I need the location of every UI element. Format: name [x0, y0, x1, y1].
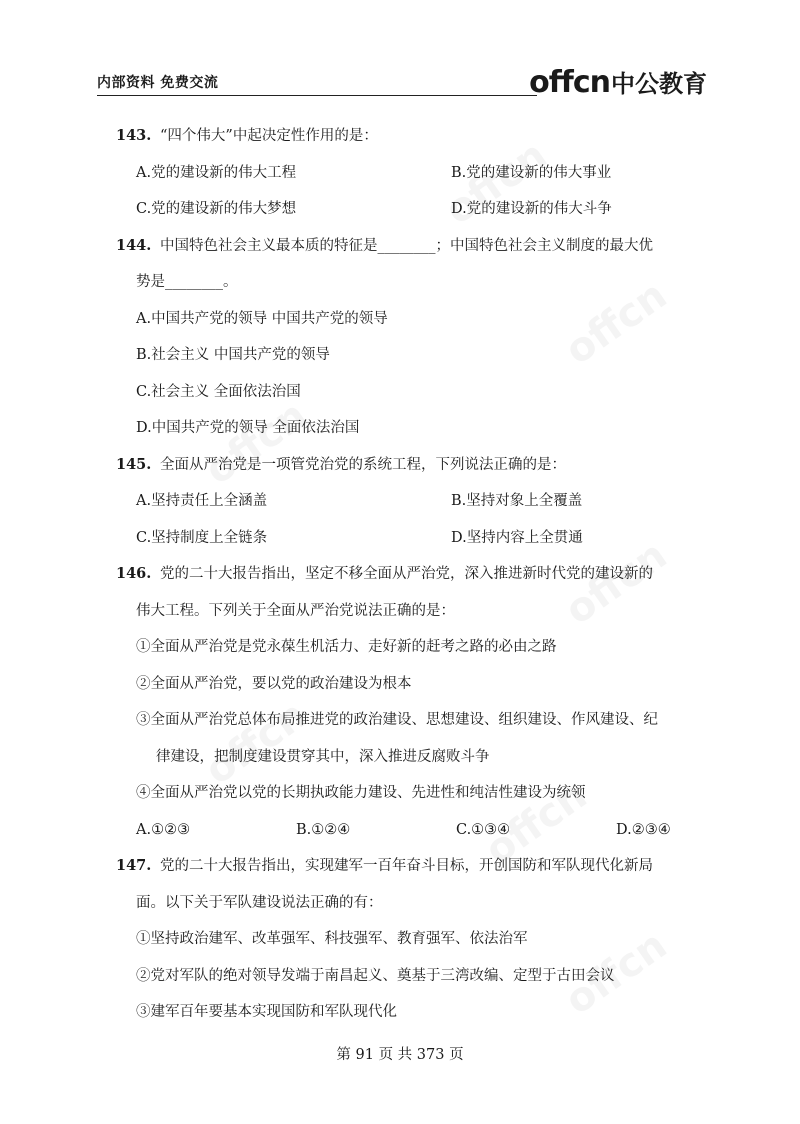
question-number: 143. [116, 127, 152, 144]
statement-2: ②党对军队的绝对领导发端于南昌起义、奠基于三湾改编、定型于古田会议 [136, 967, 615, 984]
question-stem-continued: 伟大工程。下列关于全面从严治党说法正确的是： [136, 602, 455, 619]
question-stem: 党的二十大报告指出，实现建军一百年奋斗目标，开创国防和军队现代化新局 [160, 858, 653, 874]
logo-cn-text: 中公教育 [611, 70, 707, 98]
question-stem: 全面从严治党是一项管党治党的系统工程，下列说法正确的是： [160, 456, 566, 473]
offcn-logo [529, 65, 707, 100]
option-d: D.党的建设新的伟大斗争 [451, 201, 612, 217]
statement-3: ③全面从严治党总体布局推进党的政治建设、思想建设、组织建设、作风建设、纪 [136, 712, 658, 728]
statement-4: ④全面从严治党以党的长期执政能力建设、先进性和纯洁性建设为统领 [136, 785, 586, 801]
statement-1: ①全面从严治党是党永葆生机活力、走好新的赶考之路的必由之路 [136, 639, 557, 655]
option-d: D.坚持内容上全贯通 [451, 529, 583, 546]
question-number: 145. [116, 455, 152, 473]
question-145 [116, 447, 706, 484]
logo-latin-text: offcn [529, 65, 610, 100]
statement-1: ①坚持政治建军、改革强军、科技强军、教育强军、依法治军 [136, 931, 528, 947]
option-a: A.党的建设新的伟大工程 [136, 164, 297, 181]
question-number: 147. [116, 857, 152, 874]
option-b: B.坚持对象上全覆盖 [451, 493, 583, 509]
option-d: D.中国共产党的领导 全面依法治国 [136, 420, 360, 436]
option-a: A.中国共产党的领导 中国共产党的领导 [136, 310, 388, 327]
option-row [116, 520, 706, 557]
option-d: D.②③④ [616, 821, 671, 838]
option-c: C.①③④ [456, 821, 511, 838]
question-stem: 中国特色社会主义最本质的特征是________；中国特色社会主义制度的最大优 [160, 237, 653, 254]
statement-3: ③建军百年要基本实现国防和军队现代化 [136, 1004, 397, 1020]
option-c: C.党的建设新的伟大梦想 [136, 201, 297, 217]
question-stem: 党的二十大报告指出，坚定不移全面从严治党，深入推进新时代党的建设新的 [160, 566, 653, 582]
question-stem-continued: 面。以下关于军队建设说法正确的有： [136, 894, 383, 911]
statement-2: ②全面从严治党，要以党的政治建设为根本 [136, 675, 412, 692]
question-147 [116, 848, 706, 885]
question-list [116, 118, 706, 1031]
question-number: 144. [116, 236, 152, 254]
option-b: B.①②④ [296, 821, 351, 838]
question-146 [116, 556, 706, 593]
option-c: C.坚持制度上全链条 [136, 529, 268, 546]
header-label: 内部资料 免费交流 [97, 75, 219, 91]
option-row [116, 483, 706, 520]
option-row [116, 155, 706, 192]
option-row [116, 191, 706, 228]
option-b: B.党的建设新的伟大事业 [451, 164, 612, 181]
option-c: C.社会主义 全面依法治国 [136, 383, 301, 400]
option-b: B.社会主义 中国共产党的领导 [136, 347, 330, 363]
question-144 [116, 228, 706, 265]
page-number: 第 91 页 共 373 页 [336, 1047, 464, 1063]
question-stem-continued: 势是________。 [136, 274, 238, 290]
header-rule [97, 95, 537, 96]
question-number: 146. [116, 565, 152, 582]
question-stem: “四个伟大”中起决定性作用的是： [160, 128, 378, 144]
option-row [116, 812, 706, 849]
page-header [97, 62, 707, 98]
option-a: A.坚持责任上全涵盖 [136, 493, 268, 509]
question-143 [116, 118, 706, 155]
statement-3-continued: 律建设，把制度建设贯穿其中，深入推进反腐败斗争 [156, 748, 490, 765]
option-a: A.①②③ [136, 821, 191, 838]
